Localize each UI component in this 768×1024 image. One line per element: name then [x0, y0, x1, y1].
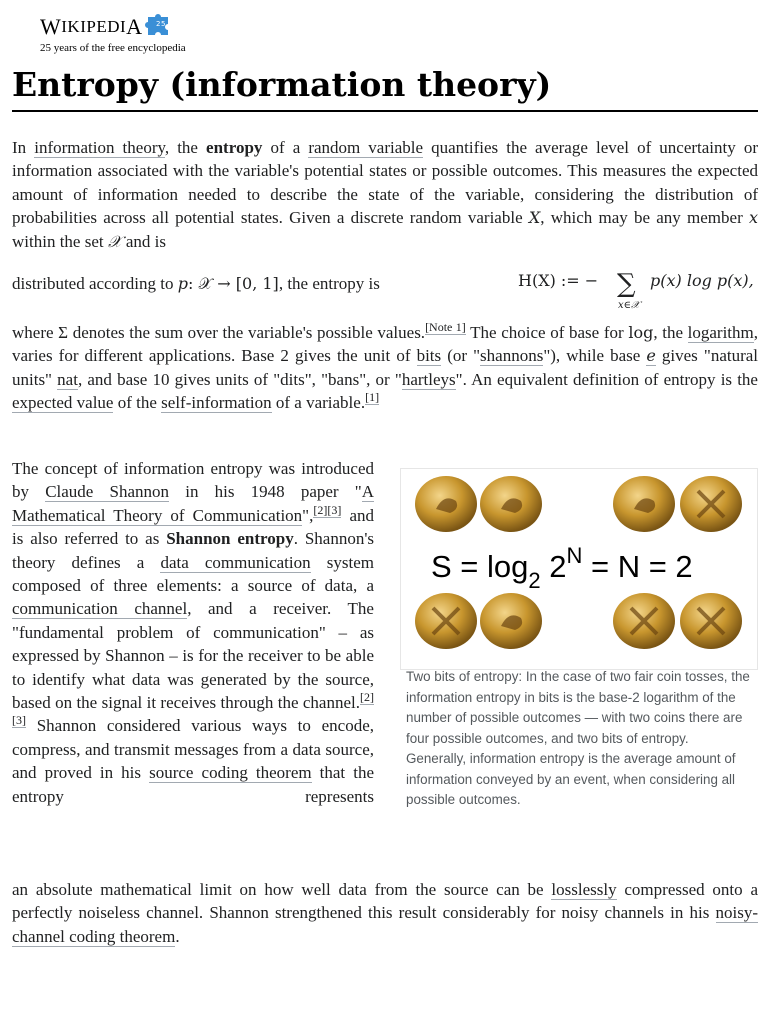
coin-row-top — [415, 476, 742, 532]
ref-1[interactable]: [1] — [365, 390, 380, 405]
figure-caption: Two bits of entropy: In the case of two fair coin tosses, the information entropy in bits is the base-2 logarithm of the number of possible outcomes — with two coins there are four possible outcomes, and two bits of entropy. Generally, information entropy is the average amount of information conveyed by an event, when considering all possible outcomes. — [406, 669, 750, 807]
link-communication-channel[interactable]: communication channel — [12, 599, 188, 619]
link-shannons[interactable]: shannons — [480, 346, 544, 366]
page-title: Entropy (information theory) — [12, 65, 552, 104]
figure-equation: $S = \log_2 2^N = N = 2$ — [431, 543, 693, 593]
base-paragraph: where Σ denotes the sum over the variable's possible values.[Note 1] The choice of base for log, the logarithm, varies for different applications. Base 2 gives the unit of bits (or "shannons"), while base e gives "natural units" nat, and base 10 gives units of "dits", "bans", or "hartleys". An equivalent definition of entropy is the expected value of the self-information of a variable.[1] — [12, 320, 759, 413]
link-self-information[interactable]: self-information — [161, 393, 272, 413]
link-nat[interactable]: nat — [57, 369, 78, 389]
intro-paragraph: In information theory, the entropy of a random variable quantifies the average level of uncertainty or information associated with the variable's potential states or possible outcomes. This measures the expected amount of information needed to describe the state of the variable, considering the distribution of probabilities across all potential states. Given a discrete random variable X, which may be any member x within the set 𝒳 and is — [12, 138, 758, 251]
link-source-coding-theorem[interactable]: source coding theorem — [149, 763, 312, 783]
link-random-variable[interactable]: random variable — [308, 138, 424, 157]
ref-3[interactable]: [3] — [327, 502, 342, 517]
ref-2b[interactable]: [2] — [360, 690, 374, 705]
link-logarithm[interactable]: logarithm — [687, 323, 754, 342]
limit-paragraph: an absolute mathematical limit on how well data from the source can be losslessly compressed onto a perfectly noiseless channel. Shannon strengthened this result considerably for noisy channels in his noisy-channel coding theorem. — [12, 880, 758, 946]
math-X: X — [528, 208, 541, 228]
wordmark-middle: IKIPEDI — [61, 17, 127, 36]
entropy-formula — [518, 266, 768, 316]
term-shannon-entropy: Shannon entropy — [166, 529, 294, 549]
ref-note-1[interactable]: [Note 1] — [425, 320, 466, 334]
link-mathematical-theory[interactable]: A Mathematical Theory of Communication — [12, 482, 374, 525]
link-claude-shannon[interactable]: Claude Shannon — [45, 482, 170, 502]
svg-text:25: 25 — [155, 20, 166, 28]
link-losslessly[interactable]: losslessly — [551, 880, 617, 899]
link-e[interactable]: e — [646, 346, 656, 366]
formula-sum-subscript: x∈𝒳 — [618, 300, 640, 311]
link-data-communication[interactable]: data communication — [160, 552, 311, 572]
link-information-theory[interactable]: information theory — [34, 138, 165, 157]
link-bits[interactable]: bits — [416, 346, 442, 366]
coin-row-bottom — [415, 593, 742, 649]
coin-figure-image — [401, 469, 757, 669]
wordmark — [40, 14, 186, 40]
math-log: log — [628, 323, 654, 342]
ref-2[interactable]: [2] — [313, 502, 328, 517]
math-p-mapping: : 𝒳 → [0, 1] — [187, 274, 279, 293]
logo-tagline: 25 years of the free encyclopedia — [40, 42, 186, 54]
link-hartleys[interactable]: hartleys — [401, 369, 456, 389]
formula-sum-symbol: ∑ — [617, 269, 636, 299]
wordmark-final: A — [126, 14, 143, 39]
wikipedia-logo[interactable] — [40, 14, 186, 54]
math-p: p — [177, 274, 188, 293]
link-expected-value[interactable]: expected value — [12, 393, 114, 413]
math-set-X: 𝒳 — [107, 231, 122, 251]
history-paragraph: The concept of information entropy was introduced by Claude Shannon in his 1948 paper "A Mathematical Theory of Communication",[2][3] and is also referred to as Shannon entropy. Shannon's theory defines a data communication system composed of three elements: a source of data, a communication channel, and a receiver. The "fundamental problem of communication" – as expressed by Shannon – is for the receiver to be able to identify what data was generated by the source, based on the signal it receives through the channel.[2][3] Shannon considered various ways to encode, compress, and transmit messages from a data source, and proved in his source coding theorem that the entropy represents — [12, 459, 374, 806]
title-divider — [12, 110, 758, 112]
wordmark-initial: W — [40, 14, 62, 39]
link-noisy-channel-coding-theorem[interactable]: noisy-channel coding theorem — [12, 903, 758, 946]
math-x: x — [748, 208, 758, 228]
formula-lhs: H(X) := − — [518, 271, 599, 290]
ref-3b[interactable]: [3] — [12, 713, 26, 728]
coin-figure[interactable] — [400, 468, 758, 670]
puzzle-globe-icon — [145, 13, 171, 37]
formula-lead-text: distributed according to p: 𝒳 → [0, 1], the entropy is — [12, 274, 380, 293]
formula-line — [12, 266, 758, 316]
formula-rhs: p(x) log p(x), — [650, 271, 754, 290]
term-entropy: entropy — [206, 138, 263, 157]
